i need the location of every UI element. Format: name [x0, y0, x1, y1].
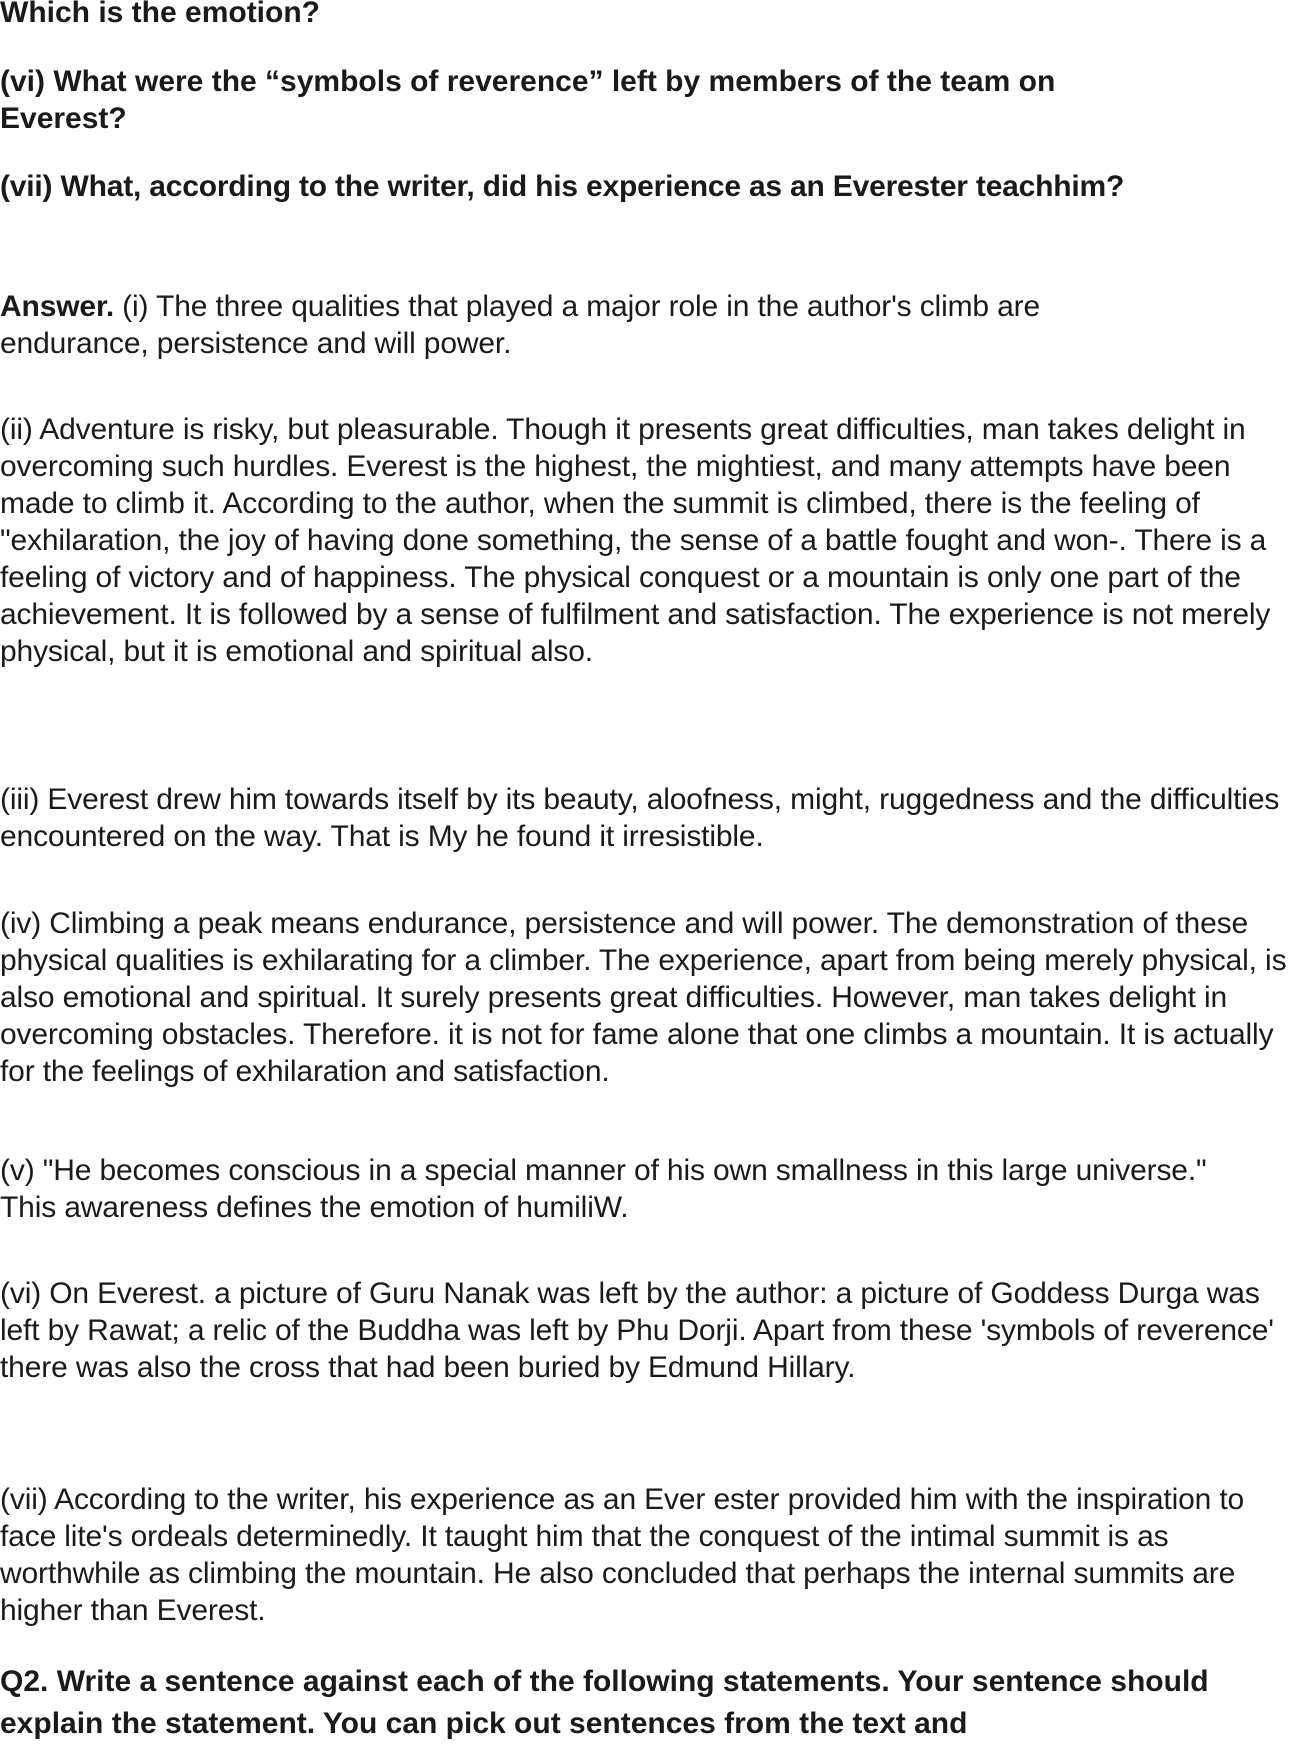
question-emotion-block [0, 0, 1293, 33]
question-vii-block [0, 167, 1293, 207]
answer-i: (i) The three qualities that played a major role in the author's climb are endurance, persistence and will power. [0, 290, 1041, 360]
question-vi: (vi) What were the “symbols of reverence” left by members of the team on Everest? [0, 65, 1064, 135]
question-vi-block [0, 63, 1180, 137]
answer-v-block [0, 1152, 1230, 1226]
answer-vii: (vii) According to the writer, his experience as an Ever ester provided him with the inspiration to face lite's ordeals determinedly. It taught him that the conquest of the intimal summit is as worthwhile as climbing the mountain. He also concluded that perhaps the internal summits are higher than Everest. [0, 1483, 1245, 1627]
answer-v: (v) "He becomes conscious in a special manner of his own smallness in this large universe." This awareness defines the emotion of humiliW. [0, 1154, 1207, 1224]
question-2-block [0, 1661, 1260, 1745]
answer-vii-block [0, 1481, 1250, 1629]
answer-ii: (ii) Adventure is risky, but pleasurable. Though it presents great difficulties, man takes delight in overcoming such hurdles. Everest is the highest, the mightiest, and many attempts have been made to climb it. According to the author, when the summit is climbed, there is the feeling of "exhilaration, the joy of having done something, the sense of a battle fought and won-. There is a feeling of victory and of happiness. The physical conquest or a mountain is only one part of the achievement. It is followed by a sense of fulfilment and satisfaction. The experience is not merely physical, but it is emotional and spiritual also. [0, 413, 1271, 668]
answer-vi-block [0, 1275, 1285, 1386]
answer-ii-block [0, 411, 1293, 670]
answer-iii-block [0, 781, 1293, 855]
answer-iii: (iii) Everest drew him towards itself by its beauty, aloofness, might, ruggedness and the difficulties encountered on the way. That is My he found it irresistible. [0, 783, 1280, 853]
question-vii: (vii) What, according to the writer, did his experience as an Everester teachhim? [0, 170, 1125, 203]
answer-iv: (iv) Climbing a peak means endurance, persistence and will power. The demonstration of these physical qualities is exhilarating for a climber. The experience, apart from being merely physical, is also emotional and spiritual. It surely presents great difficulties. However, man takes delight in overcoming obstacles. Therefore. it is not for fame alone that one climbs a mountain. It is actually for the feelings of exhilaration and satisfaction. [0, 907, 1287, 1088]
answer-label: Answer. [0, 290, 114, 323]
answer-iv-block [0, 905, 1293, 1090]
question-emotion: Which is the emotion? [0, 0, 320, 29]
question-2: Q2. Write a sentence against each of the following statements. Your sentence should explain the statement. You can pick out sentences from the text and [0, 1665, 1209, 1740]
answer-vi: (vi) On Everest. a picture of Guru Nanak was left by the author: a picture of Goddess Durga was left by Rawat; a relic of the Buddha was left by Phu Dorji. Apart from these 'symbols of reverence' there was also the cross that had been buried by Edmund Hillary. [0, 1277, 1274, 1384]
answer-i-block [0, 288, 1180, 362]
